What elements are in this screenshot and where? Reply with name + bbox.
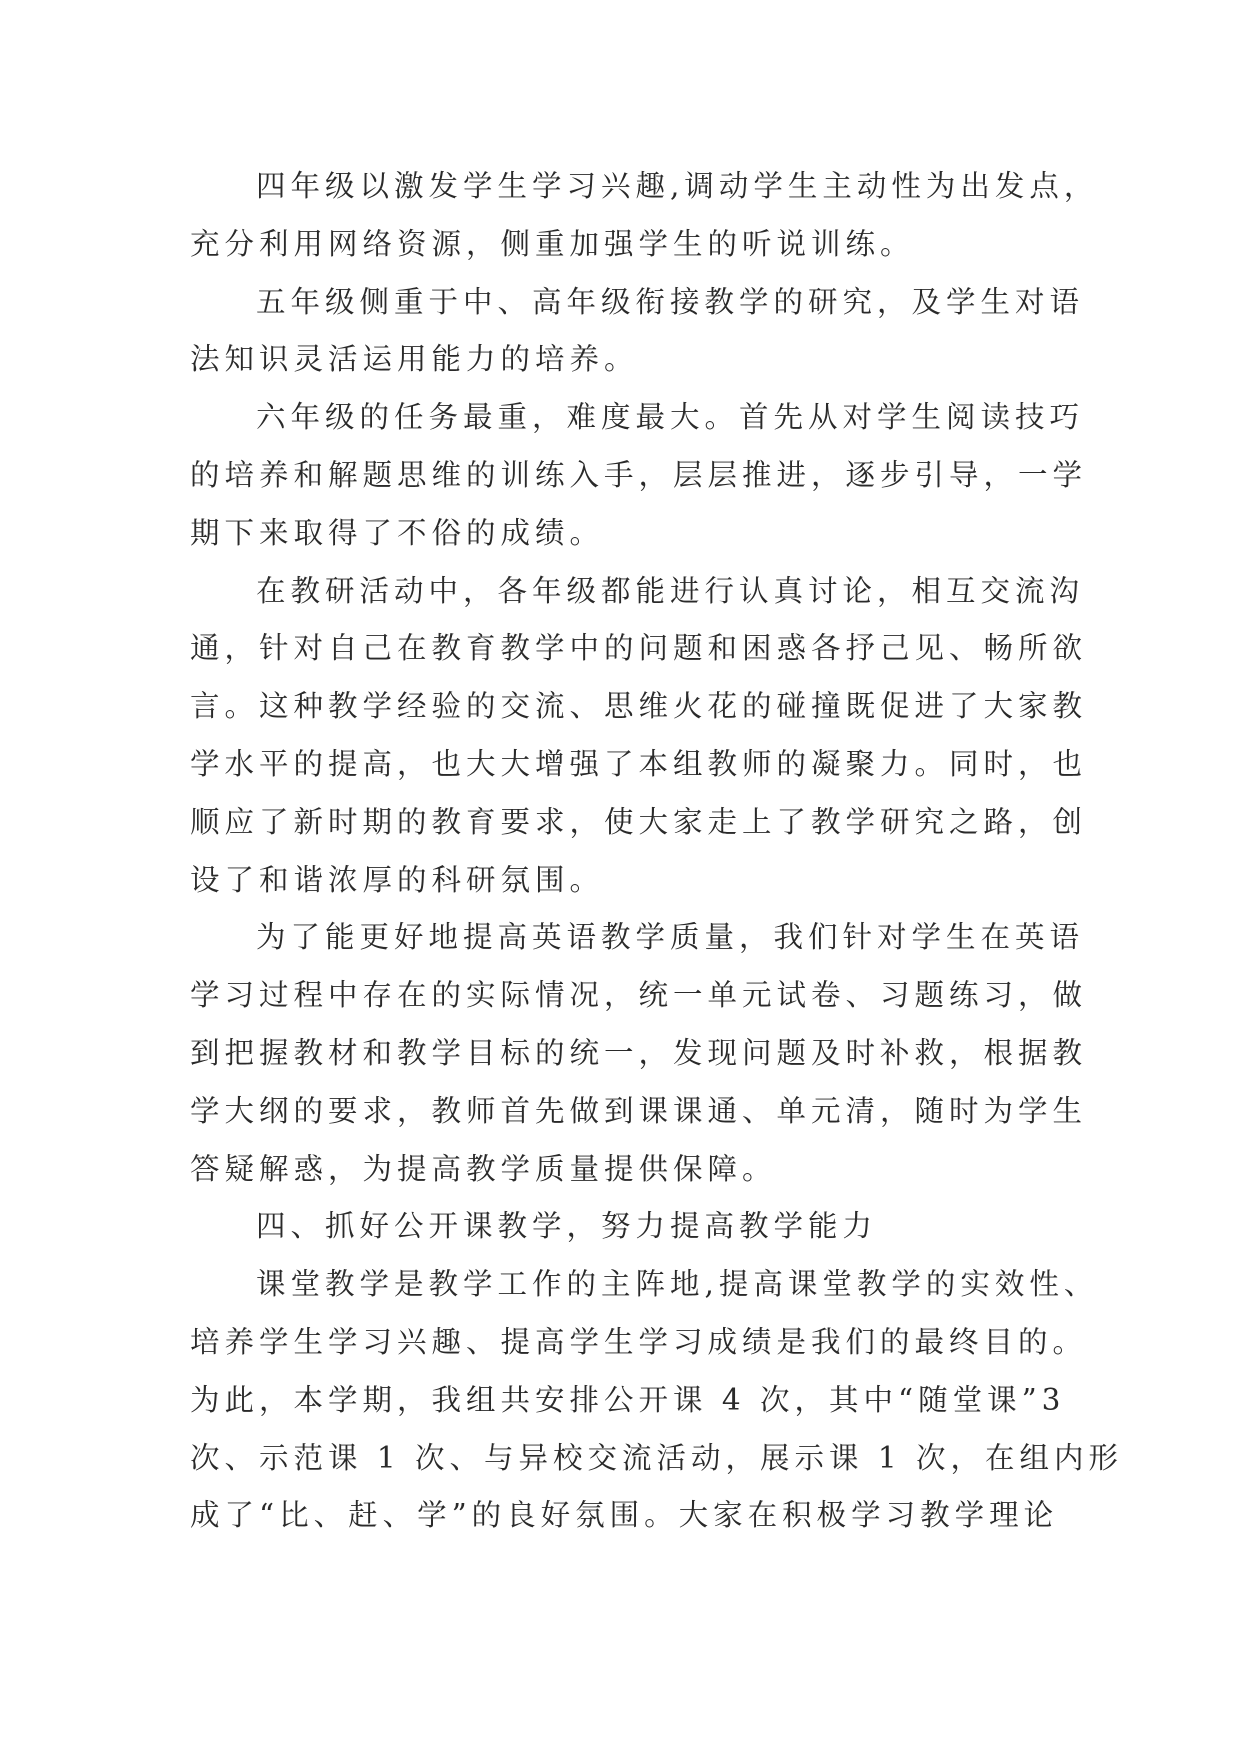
paragraph-grade6-line-1: 六年级的任务最重，难度最大。首先从对学生阅读技巧 (256, 400, 1085, 435)
paragraph-classroom-line-5: 成了“比、赶、学”的良好氛围。大家在积极学习教学理论 (190, 1498, 1059, 1533)
paragraph-grade5-line-2: 法知识灵活运用能力的培养。 (190, 342, 639, 377)
paragraph-research-line-2: 通，针对自己在教育教学中的问题和困惑各抒己见、畅所欲 (190, 631, 1088, 666)
paragraph-research-line-4: 学水平的提高，也大大增强了本组教师的凝聚力。同时，也 (190, 746, 1088, 781)
document-body (190, 158, 1124, 1545)
paragraph-research-line-6: 设了和谐浓厚的科研氛围。 (190, 862, 605, 897)
paragraph-quality-line-1: 为了能更好地提高英语教学质量，我们针对学生在英语 (256, 920, 1085, 955)
paragraph-quality-line-2: 学习过程中存在的实际情况，统一单元试卷、习题练习，做 (190, 978, 1088, 1013)
paragraph-quality-line-5: 答疑解惑，为提高教学质量提供保障。 (190, 1151, 777, 1186)
paragraph-grade5-line-1: 五年级侧重于中、高年级衔接教学的研究，及学生对语 (256, 284, 1085, 319)
paragraph-grade6-line-2: 的培养和解题思维的训练入手，层层推进，逐步引导，一学 (190, 457, 1088, 492)
paragraph-grade4-line-2: 充分利用网络资源，侧重加强学生的听说训练。 (190, 226, 915, 261)
paragraph-classroom-line-3: 为此，本学期，我组共安排公开课 4 次，其中“随堂课”3 (190, 1382, 1066, 1417)
paragraph-classroom-line-1: 课堂教学是教学工作的主阵地,提高课堂教学的实效性、 (256, 1267, 1099, 1302)
paragraph-research-line-3: 言。这种教学经验的交流、思维火花的碰撞既促进了大家教 (190, 689, 1088, 724)
paragraph-grade4-line-1: 四年级以激发学生学习兴趣,调动学生主动性为出发点， (256, 169, 1099, 203)
paragraph-research-line-1: 在教研活动中，各年级都能进行认真讨论，相互交流沟 (256, 573, 1085, 608)
paragraph-research-line-5: 顺应了新时期的教育要求，使大家走上了教学研究之路，创 (190, 804, 1088, 839)
paragraph-grade6-line-3: 期下来取得了不俗的成绩。 (190, 515, 605, 550)
paragraph-quality-line-3: 到把握教材和教学目标的统一，发现问题及时补救，根据教 (190, 1035, 1088, 1070)
section-heading-four: 四、抓好公开课教学，努力提高教学能力 (256, 1209, 878, 1244)
paragraph-classroom-line-4: 次、示范课 1 次、与异校交流活动，展示课 1 次，在组内形 (190, 1440, 1124, 1475)
paragraph-classroom-line-2: 培养学生学习兴趣、提高学生学习成绩是我们的最终目的。 (190, 1324, 1088, 1359)
paragraph-quality-line-4: 学大纲的要求，教师首先做到课课通、单元清，随时为学生 (190, 1093, 1088, 1128)
